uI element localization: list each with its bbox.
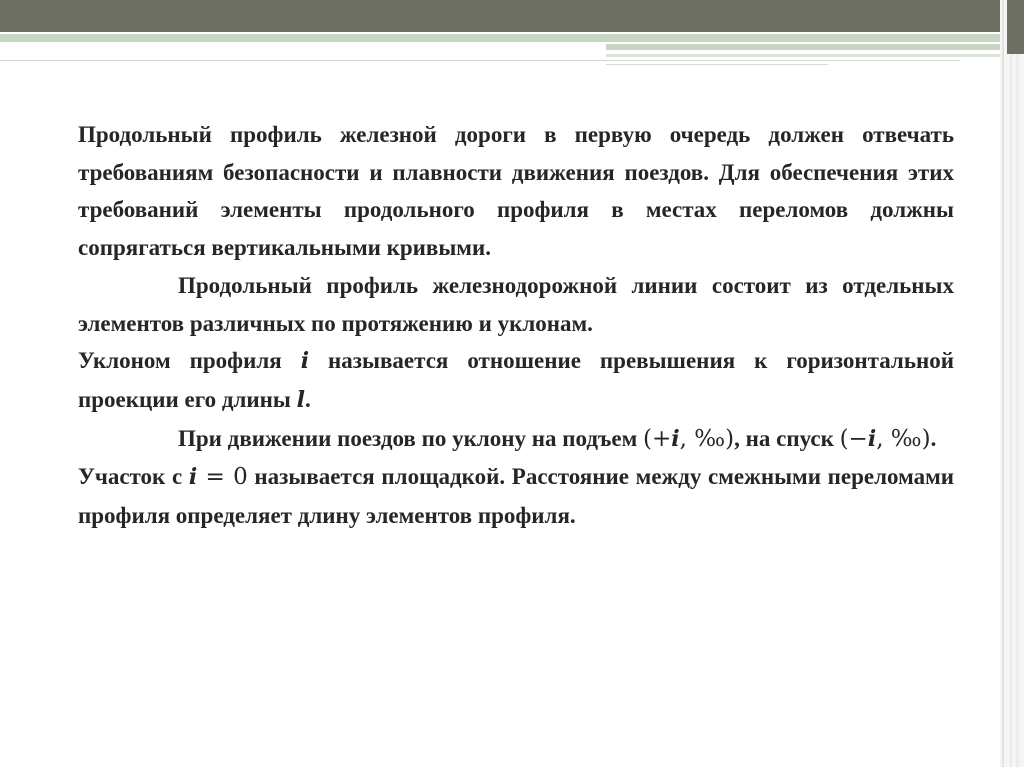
paragraph-text: Участок с	[78, 464, 189, 490]
math-symbol: (+	[643, 425, 672, 452]
paragraph-text: называется отношение превышения к горизонтальной проекции его длины	[78, 348, 955, 412]
math-symbol: )	[725, 425, 735, 452]
slide-body-text	[78, 116, 954, 535]
header-accent-stripe-short	[606, 44, 1000, 50]
header-accent-stripe	[0, 34, 1000, 42]
math-symbol: , ‰	[679, 425, 726, 452]
right-border-line	[1010, 54, 1012, 767]
right-border-line	[1002, 0, 1004, 767]
right-border-dark-block	[1007, 0, 1024, 54]
paragraph	[78, 116, 954, 267]
paragraph-text: При движении поездов по уклону на подъем	[178, 425, 644, 451]
math-variable: i	[188, 464, 198, 491]
paragraph-text: , на спуск	[734, 425, 840, 451]
math-symbol: (−	[839, 425, 868, 452]
header-divider-line-short	[606, 64, 828, 65]
paragraph	[78, 420, 954, 459]
header-divider-line	[0, 60, 960, 61]
paragraph-text: Уклоном профиля	[78, 348, 301, 374]
paragraph	[78, 342, 954, 419]
math-variable: i	[671, 425, 680, 452]
paragraph-text: .	[930, 425, 937, 451]
paragraph	[78, 458, 954, 534]
right-border-line	[1016, 54, 1019, 767]
math-symbol: = 0	[197, 464, 248, 491]
paragraph-text: Продольный профиль железной дороги в первую очередь должен отвечать требованиям безопасности и плавности движения поездов. Для обеспечения этих требований элементы продольного профиля в местах переломов должны сопрягаться вертикальными кривыми.	[78, 122, 954, 261]
header-accent-stripe-thin	[606, 54, 1000, 57]
math-symbol: )	[921, 425, 931, 452]
paragraph-text: Продольный профиль железнодорожной линии состоит из отдельных элементов различных по протяжению и уклонам.	[78, 272, 954, 336]
paragraph	[78, 267, 954, 342]
math-symbol: , ‰	[876, 425, 922, 452]
math-variable: l	[296, 386, 305, 413]
math-variable: i	[867, 425, 877, 452]
header-band	[0, 0, 1024, 32]
paragraph-text: .	[304, 386, 311, 412]
paragraph-text: называется площадкой. Расстояние между смежными переломами профиля определяет длину элементов профиля.	[78, 464, 954, 529]
math-variable: i	[300, 348, 310, 375]
